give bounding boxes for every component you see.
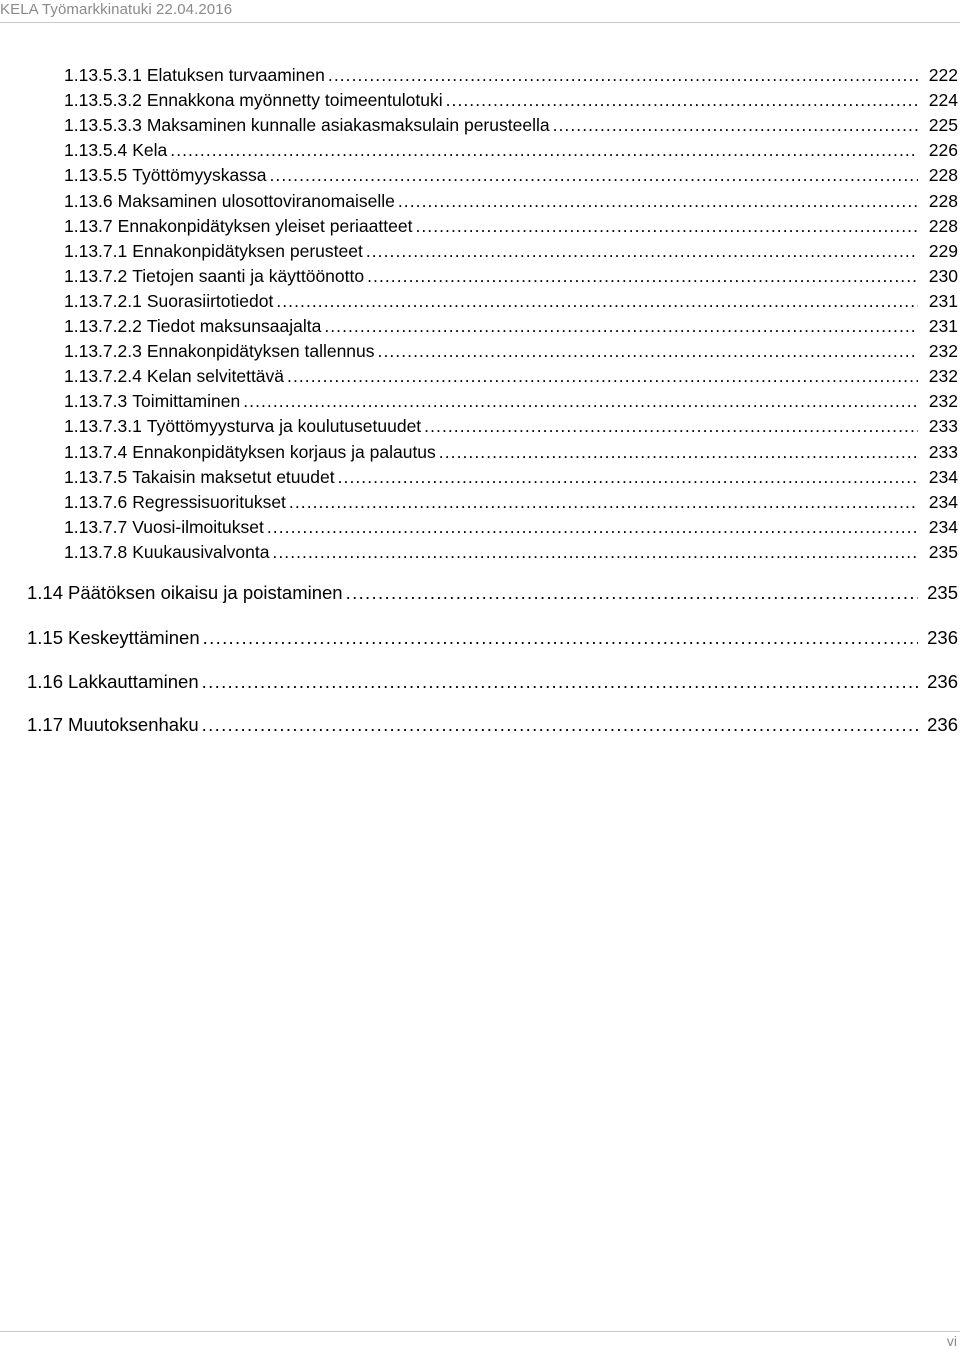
toc-entry[interactable] xyxy=(64,290,958,312)
toc-dot-leader xyxy=(267,516,918,538)
toc-entry[interactable] xyxy=(27,671,958,693)
toc-dot-leader xyxy=(446,89,918,111)
toc-entry-number: 1.13.7.2.3 xyxy=(64,341,142,362)
toc-entry-number: 1.13.5.4 xyxy=(64,140,128,161)
toc-entry-page: 231 xyxy=(928,316,958,336)
toc-dot-leader xyxy=(338,466,918,488)
toc-dot-leader xyxy=(276,290,918,312)
footer-divider xyxy=(0,1331,960,1332)
toc-entry[interactable] xyxy=(27,582,958,604)
toc-entry[interactable] xyxy=(64,64,958,86)
toc-entry-number: 1.13.7.6 xyxy=(64,491,128,512)
toc-entry-title: Ennakonpidätyksen tallennus xyxy=(146,341,375,362)
toc-entry-page: 228 xyxy=(928,215,958,236)
toc-entry-number: 1.13.7.2.2 xyxy=(64,316,142,336)
toc-entry-number: 1.13.7.3 xyxy=(64,391,128,412)
toc-entry-page: 235 xyxy=(927,582,958,603)
toc-dot-leader xyxy=(398,190,918,212)
toc-entry-title: Ennakkona myönnetty toimeentulotuki xyxy=(146,90,443,111)
document-header: KELA Työmarkkinatuki 22.04.2016 xyxy=(0,1,233,18)
toc-entry-title: Työttömyysturva ja koulutusetuudet xyxy=(146,416,422,437)
toc-entry-title: Kela xyxy=(132,140,168,161)
toc-entry[interactable] xyxy=(64,491,958,513)
toc-entry-title: Lakkauttaminen xyxy=(68,671,199,692)
toc-entry-page: 234 xyxy=(928,466,958,487)
toc-entry-number: 1.13.5.3.1 xyxy=(64,65,142,85)
toc-entry-page: 231 xyxy=(928,290,958,311)
toc-entry-title: Tiedot maksunsaajalta xyxy=(146,316,322,336)
toc-entry-number: 1.13.7.2.1 xyxy=(64,290,142,311)
toc-entry-number: 1.13.6 xyxy=(64,190,113,211)
toc-entry-title: Maksaminen kunnalle asiakasmaksulain perusteella xyxy=(146,115,550,136)
toc-entry-page: 235 xyxy=(928,541,958,562)
toc-entry[interactable] xyxy=(64,340,958,362)
toc-entry-title: Ennakonpidätyksen korjaus ja palautus xyxy=(132,441,436,462)
toc-dot-leader xyxy=(439,441,918,463)
toc-entry-number: 1.13.7 xyxy=(64,215,113,236)
toc-entry-number: 1.15 xyxy=(27,627,64,648)
toc-entry-page: 234 xyxy=(928,491,958,512)
toc-entry-page: 232 xyxy=(928,391,958,412)
toc-entry[interactable] xyxy=(64,265,958,287)
toc-dot-leader xyxy=(269,164,918,186)
toc-entry-number: 1.13.7.5 xyxy=(64,466,128,487)
toc-entry-page: 229 xyxy=(928,240,958,261)
toc-entry-title: Suorasiirtotiedot xyxy=(146,290,274,311)
toc-entry[interactable] xyxy=(64,365,958,387)
toc-entry[interactable] xyxy=(64,89,958,111)
toc-entry-title: Kuukausivalvonta xyxy=(132,541,270,562)
toc-entry-number: 1.13.7.1 xyxy=(64,240,128,261)
toc-entry-title: Maksaminen ulosottoviranomaiselle xyxy=(117,190,395,211)
toc-entry-page: 228 xyxy=(928,190,958,211)
toc-dot-leader xyxy=(424,415,918,437)
toc-entry-page: 232 xyxy=(928,341,958,362)
toc-entry-title: Muutoksenhaku xyxy=(68,714,199,735)
toc-entry-number: 1.13.7.2.4 xyxy=(64,366,142,387)
toc-entry[interactable] xyxy=(64,315,958,337)
toc-entry[interactable] xyxy=(64,415,958,437)
toc-entry-number: 1.13.7.3.1 xyxy=(64,416,142,437)
toc-entry-page: 230 xyxy=(928,265,958,286)
toc-entry-page: 236 xyxy=(927,714,958,735)
toc-dot-leader xyxy=(272,541,918,563)
toc-entry-page: 232 xyxy=(928,366,958,387)
toc-dot-leader xyxy=(203,627,918,649)
toc-dot-leader xyxy=(324,315,918,337)
toc-entry-page: 236 xyxy=(927,671,958,692)
toc-entry-title: Toimittaminen xyxy=(132,391,241,412)
toc-dot-leader xyxy=(287,365,918,387)
toc-entry-title: Regressisuoritukset xyxy=(132,491,286,512)
toc-entry-title: Keskeyttäminen xyxy=(68,627,200,648)
toc-entry[interactable] xyxy=(64,240,958,262)
toc-entry-page: 226 xyxy=(928,140,958,161)
toc-entry[interactable] xyxy=(64,215,958,237)
toc-entry-number: 1.14 xyxy=(27,582,64,603)
toc-dot-leader xyxy=(415,215,918,237)
toc-dot-leader xyxy=(170,139,918,161)
toc-entry-title: Vuosi-ilmoitukset xyxy=(132,516,264,537)
toc-entry-title: Ennakonpidätyksen perusteet xyxy=(132,240,363,261)
toc-entry-page: 236 xyxy=(927,627,958,648)
toc-dot-leader xyxy=(378,340,918,362)
toc-dot-leader xyxy=(202,714,918,736)
toc-entry-number: 1.13.5.5 xyxy=(64,165,128,186)
toc-entry-number: 1.13.5.3.2 xyxy=(64,90,142,111)
toc-entry[interactable] xyxy=(64,114,958,136)
toc-entry[interactable] xyxy=(64,190,958,212)
toc-entry[interactable] xyxy=(64,390,958,412)
toc-entry-number: 1.13.7.2 xyxy=(64,265,128,286)
toc-dot-leader xyxy=(346,582,918,604)
toc-dot-leader xyxy=(366,240,918,262)
toc-dot-leader xyxy=(553,114,918,136)
toc-entry-page: 224 xyxy=(928,90,958,111)
toc-entry[interactable] xyxy=(64,516,958,538)
toc-entry-number: 1.13.7.8 xyxy=(64,541,128,562)
toc-dot-leader xyxy=(243,390,918,412)
toc-entry[interactable] xyxy=(64,441,958,463)
toc-entry-page: 233 xyxy=(928,416,958,437)
toc-entry-number: 1.13.5.3.3 xyxy=(64,115,142,136)
toc-entry-number: 1.16 xyxy=(27,671,64,692)
toc-dot-leader xyxy=(328,64,918,86)
toc-entry[interactable] xyxy=(64,541,958,563)
toc-entry-page: 234 xyxy=(928,516,958,537)
toc-entry-title: Ennakonpidätyksen yleiset periaatteet xyxy=(117,215,413,236)
toc-entry-number: 1.13.7.4 xyxy=(64,441,128,462)
toc-entry-title: Tietojen saanti ja käyttöönotto xyxy=(132,265,365,286)
toc-entry[interactable] xyxy=(27,714,958,736)
toc-entry-page: 225 xyxy=(928,115,958,136)
toc-entry-title: Takaisin maksetut etuudet xyxy=(132,466,335,487)
toc-entry[interactable] xyxy=(64,466,958,488)
toc-entry-title: Elatuksen turvaaminen xyxy=(146,65,325,85)
toc-entry-title: Työttömyyskassa xyxy=(132,165,267,186)
toc-entry-number: 1.17 xyxy=(27,714,64,735)
page-number: vi xyxy=(946,1333,957,1349)
toc-entry-title: Päätöksen oikaisu ja poistaminen xyxy=(68,582,343,603)
toc-entry-page: 233 xyxy=(928,441,958,462)
toc-dot-leader xyxy=(367,265,918,287)
toc-entry-page: 228 xyxy=(928,165,958,186)
toc-entry-title: Kelan selvitettävä xyxy=(146,366,285,387)
toc-entry-number: 1.13.7.7 xyxy=(64,516,128,537)
toc-dot-leader xyxy=(202,671,918,693)
toc-entry-page: 222 xyxy=(928,65,958,85)
toc-entry[interactable] xyxy=(64,139,958,161)
toc-entry[interactable] xyxy=(64,164,958,186)
toc-dot-leader xyxy=(289,491,918,513)
toc-entry[interactable] xyxy=(27,627,958,649)
